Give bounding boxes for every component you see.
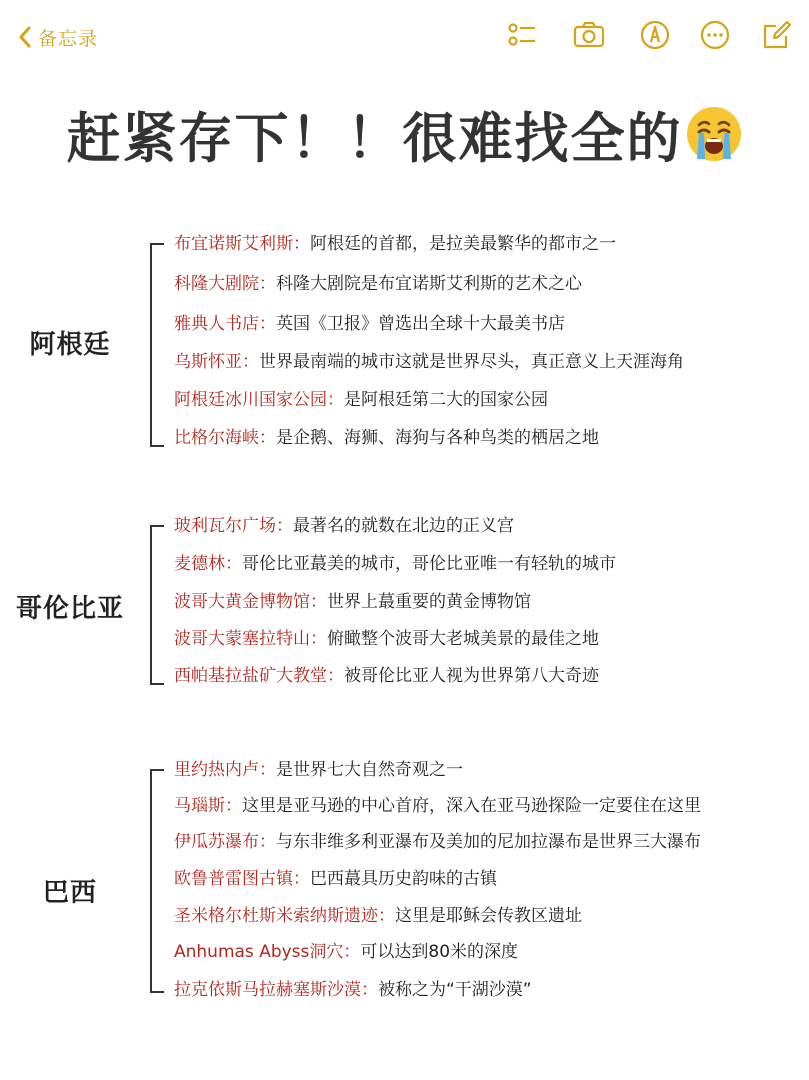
bracket-line — [150, 243, 164, 447]
list-item: 马瑙斯：这里是亚马逊的中心首府，深入在亚马逊探险一定要住在这里 — [174, 796, 701, 816]
list-item: 麦德林：哥伦比亚蕞美的城市，哥伦比亚唯一有轻轨的城市 — [174, 554, 616, 574]
list-item: 布宜诺斯艾利斯：阿根廷的首都，是拉美最繁华的都市之一 — [174, 234, 616, 254]
list-item: 玻利瓦尔广场：最著名的就数在北边的正义宫 — [174, 516, 514, 536]
navigation-bar — [0, 0, 809, 70]
list-item: 科隆大剧院：科隆大剧院是布宜诺斯艾利斯的艺术之心 — [174, 274, 582, 294]
list-item: 比格尔海峡：是企鹅、海狮、海狗与各种鸟类的栖居之地 — [174, 428, 599, 448]
loudly-crying-face-icon — [685, 105, 743, 176]
page-title — [0, 96, 809, 176]
list-item: 伊瓜苏瀑布：与东非维多利亚瀑布及美加的尼加拉瀑布是世界三大瀑布 — [174, 832, 701, 852]
list-item: 里约热内卢：是世界七大自然奇观之一 — [174, 760, 463, 780]
compose-icon[interactable] — [760, 18, 794, 52]
list-item: 波哥大黄金博物馆：世界上蕞重要的黄金博物馆 — [174, 592, 531, 612]
list-item: 乌斯怀亚：世界最南端的城市这就是世界尽头，真正意义上天涯海角 — [174, 352, 684, 372]
country-label: 阿根廷 — [29, 330, 111, 360]
list-item: 拉克依斯马拉赫塞斯沙漠：被称之为“干湖沙漠” — [174, 980, 532, 1000]
list-item: Anhumas Abyss洞穴：可以达到80米的深度 — [174, 942, 519, 962]
markup-icon[interactable] — [638, 18, 672, 52]
list-item: 雅典人书店：英国《卫报》曾选出全球十大最美书店 — [174, 314, 565, 334]
camera-icon[interactable] — [572, 18, 606, 52]
bracket-line — [150, 769, 164, 993]
checklist-icon[interactable] — [505, 18, 539, 52]
country-label: 巴西 — [42, 878, 97, 908]
list-item: 阿根廷冰川国家公园：是阿根廷第二大的国家公园 — [174, 390, 548, 410]
bracket-line — [150, 525, 164, 685]
chevron-left-icon — [18, 26, 32, 48]
title-text: 赶紧存下！！很难找全的 — [66, 107, 683, 170]
list-item: 圣米格尔杜斯米索纳斯遗迹：这里是耶稣会传教区遗址 — [174, 906, 582, 926]
list-item: 西帕基拉盐矿大教堂：被哥伦比亚人视为世界第八大奇迹 — [174, 666, 599, 686]
list-item: 欧鲁普雷图古镇：巴西蕞具历史韵味的古镇 — [174, 869, 497, 889]
list-item: 波哥大蒙塞拉特山：俯瞰整个波哥大老城美景的最佳之地 — [174, 629, 599, 649]
country-label: 哥伦比亚 — [15, 594, 124, 624]
back-button[interactable] — [18, 22, 98, 52]
back-label: 备忘录 — [38, 27, 99, 50]
more-icon[interactable] — [698, 18, 732, 52]
